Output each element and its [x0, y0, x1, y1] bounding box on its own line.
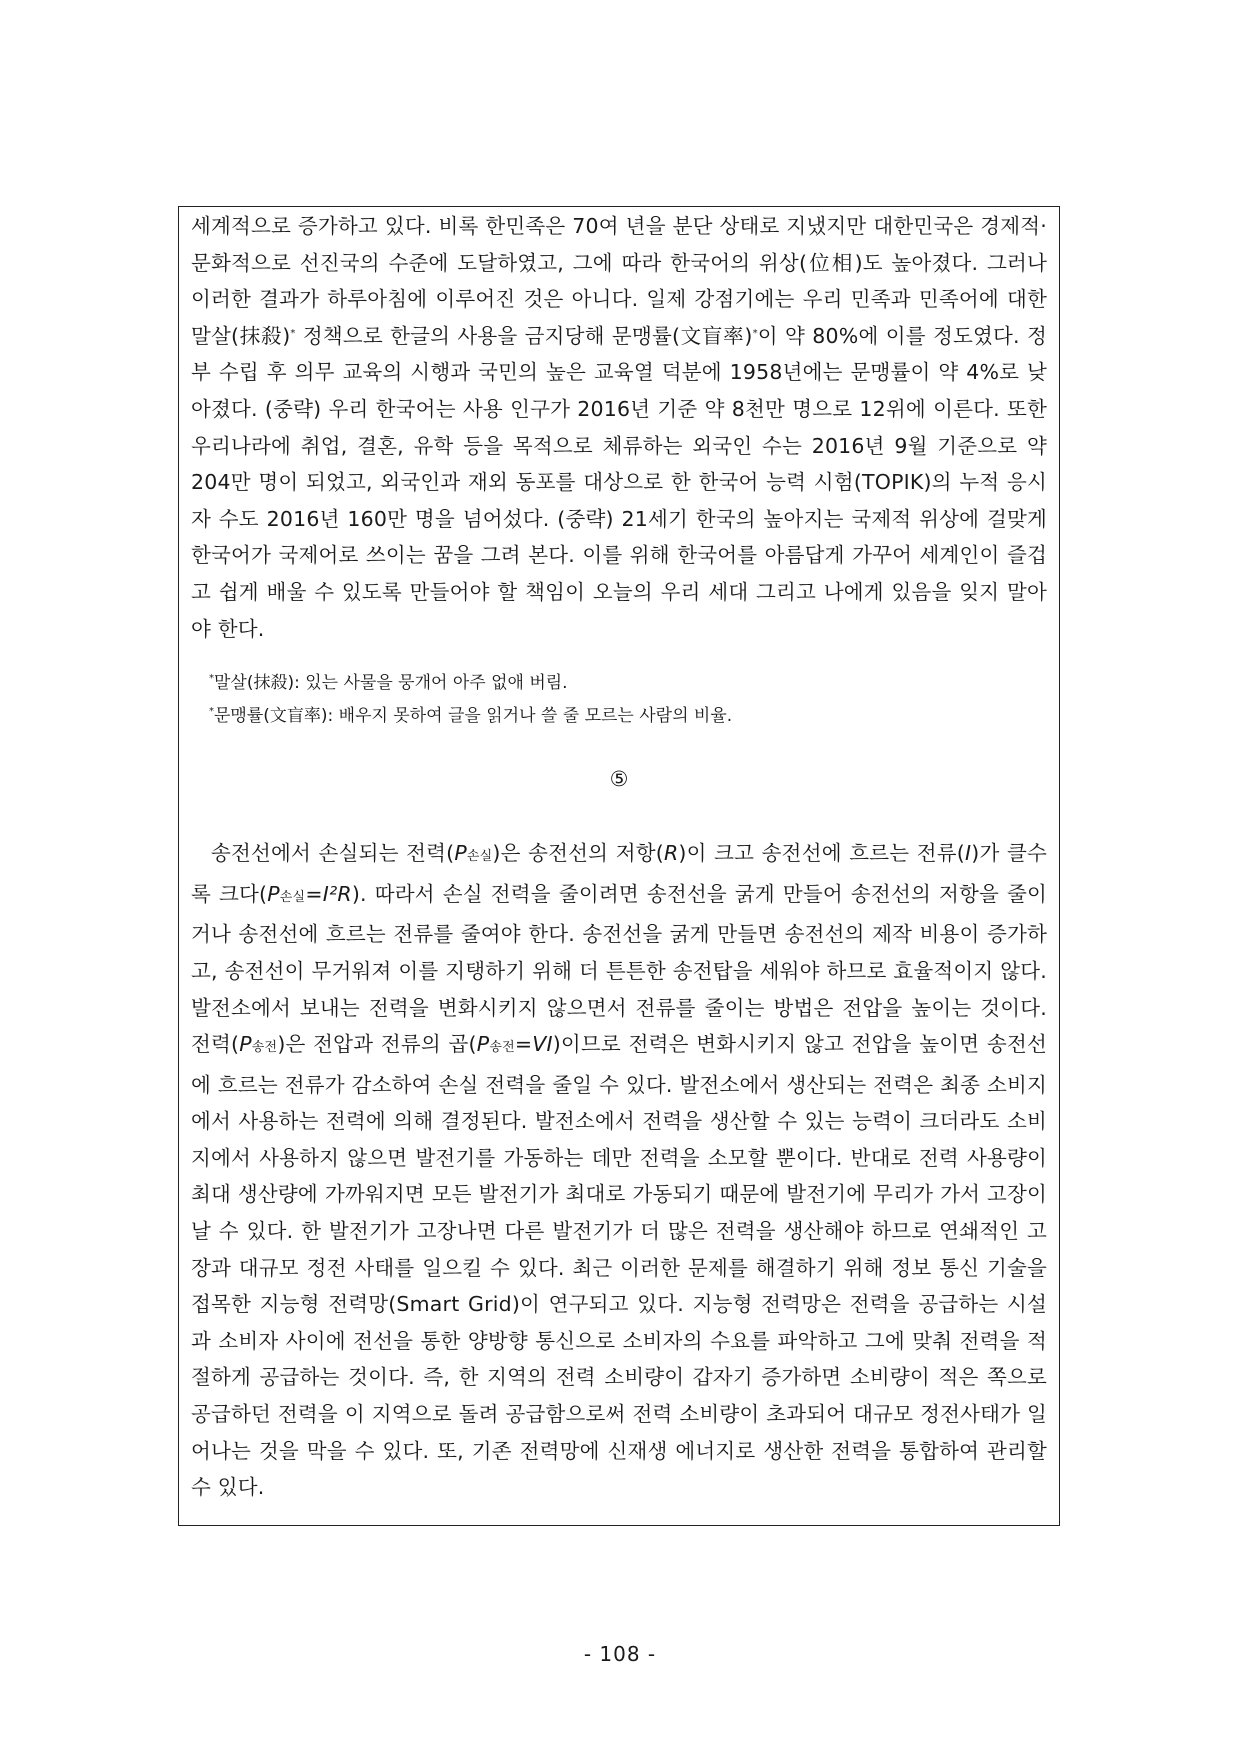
footnote-text: 문맹률(文盲率): 배우지 못하여 글을 읽거나 쓸 줄 모르는 사람의 비율. [214, 706, 733, 727]
paragraph-text: )은 송전선의 저항( [492, 841, 664, 866]
footnote-marker: * [752, 327, 758, 339]
footnote-text: 말살(抹殺): 있는 사물을 뭉개어 아주 없애 버림. [214, 673, 568, 694]
footnotes [191, 667, 1047, 733]
paragraph-text: )이므로 전력은 변화시키지 않고 전압을 높이면 송전선에 흐르는 전류가 감소하여 손실 전력을 줄일 수 있다. 발전소에서 생산되는 전력은 최종 소비지에서 사용하는 전력에 의해 결정된다. 발전소에서 전력을 생산할 수 있는 능력이 크더라도 소비지에서 사용하지 않으면 발전기를 가동하는 데만 전력을 소모할 뿐이다. 반대로 전력 사용량이 최대 생산량에 가까워지면 모든 발전기가 최대로 가동되기 때문에 발전기에 무리가 가서 고장이 날 수 있다. 한 발전기가 고장나면 다른 발전기가 더 많은 전력을 생산해야 하므로 연쇄적인 고장과 대규모 정전 사태를 일으킬 수 있다. 최근 이러한 문제를 해결하기 위해 정보 통신 기술을 접목한 지능형 전력망(Smart Grid)이 연구되고 있다. 지능형 전력망은 전력을 공급하는 시설과 소비자 사이에 전선을 통한 양방향 통신으로 소비자의 수요를 파악하고 그에 맞춰 전력을 적절하게 공급하는 것이다. 즉, 한 지역의 전력 소비량이 갑자기 증가하면 소비량이 적은 쪽으로 공급하던 전력을 이 지역으로 돌려 공급함으로써 전력 소비량이 초과되어 대규모 정전사태가 일어나는 것을 막을 수 있다. 또, 기존 전력망에 신재생 에너지로 생산한 전력을 통합하여 관리할 수 있다. [191, 1032, 1047, 1500]
power-symbol: P [454, 841, 467, 866]
footnote-marker: * [209, 706, 214, 718]
resistance-symbol: R [663, 841, 679, 866]
subscript-loss: 손실 [466, 849, 493, 865]
paragraph-text-part-2: 정책으로 한글의 사용을 금지당해 문맹률(文盲率) [295, 323, 753, 348]
passage-paragraph-korean-language [191, 207, 1047, 647]
equation-transmission-rhs: =VI [514, 1032, 553, 1057]
paragraph-text: )이 크고 송전선에 흐르는 전류( [678, 841, 965, 866]
passage-box [178, 206, 1060, 1526]
paragraph-text-part-3: 이 약 80%에 이를 정도였다. 정부 수립 후 의무 교육의 시행과 국민의 높은 교육열 덕분에 1958년에는 문맹률이 약 4%로 낮아졌다. (중략) 우리 한국어는 사용 인구가 2016년 기준 약 8천만 명으로 12위에 이른다. 또한 우리나라에 취업, 결혼, 유학 등을 목적으로 체류하는 외국인 수는 2016년 9월 기준으로 약 204만 명이 되었고, 외국인과 재외 동포를 대상으로 한 한국어 능력 시험(TOPIK)의 누적 응시자 수도 2016년 160만 명을 넘어섰다. (중략) 21세기 한국의 높아지는 국제적 위상에 걸맞게 한국어가 국제어로 쓰이는 꿈을 그려 본다. 이를 위해 한국어를 아름답게 가꾸어 세계인이 즐겁고 쉽게 배울 수 있도록 만들어야 할 책임이 오늘의 우리 세대 그리고 나에게 있음을 잊지 말아야 한다. [191, 323, 1047, 641]
subscript-loss: 손실 [279, 889, 306, 905]
power-symbol: P [267, 881, 280, 906]
subscript-transmission: 송전 [251, 1040, 278, 1056]
current-symbol: I [965, 841, 972, 866]
footnote-marker: * [209, 673, 214, 685]
paragraph-text: ). 따라서 손실 전력을 줄이려면 송전선을 굵게 만들어 송전선의 저항을 줄이거나 송전선에 흐르는 전류를 줄여야 한다. 송전선을 굵게 만들면 송전선의 제작 비용이 증가하고, 송전선이 무거워져 이를 지탱하기 위해 더 튼튼한 송전탑을 세워야 하므로 효율적이지 않다. 발전소에서 보내는 전력을 변화시키지 않으면서 전류를 줄이는 방법은 전압을 높이는 것이다. 전력( [191, 881, 1047, 1057]
footnote-item [209, 700, 1047, 733]
subscript-transmission: 송전 [489, 1040, 515, 1056]
equation-loss-rhs: =I²R [305, 881, 352, 906]
power-symbol: P [476, 1032, 490, 1057]
section-marker: ⑤ [609, 767, 629, 792]
paragraph-text: )은 전압과 전류의 곱( [277, 1032, 477, 1057]
passage-paragraph-power-transmission [191, 835, 1047, 1506]
footnote-marker: * [290, 327, 296, 339]
page-number: - 108 - [583, 1642, 657, 1666]
power-symbol: P [239, 1032, 252, 1057]
footnote-item [209, 667, 1047, 700]
paragraph-text: 송전선에서 손실되는 전력( [211, 841, 455, 866]
paragraph-text-part-1: 세계적으로 증가하고 있다. 비록 한민족은 70여 년을 분단 상태로 지냈지만 대한민국은 경제적·문화적으로 선진국의 수준에 도달하였고, 그에 따라 한국어의 위상(位相)도 높아졌다. 그러나 이러한 결과가 하루아침에 이루어진 것은 아니다. 일제 강점기에는 우리 민족과 민족어에 대한 말살(抹殺) [191, 214, 1047, 348]
paragraph-text: )가 클수록 크다( [191, 841, 1047, 906]
